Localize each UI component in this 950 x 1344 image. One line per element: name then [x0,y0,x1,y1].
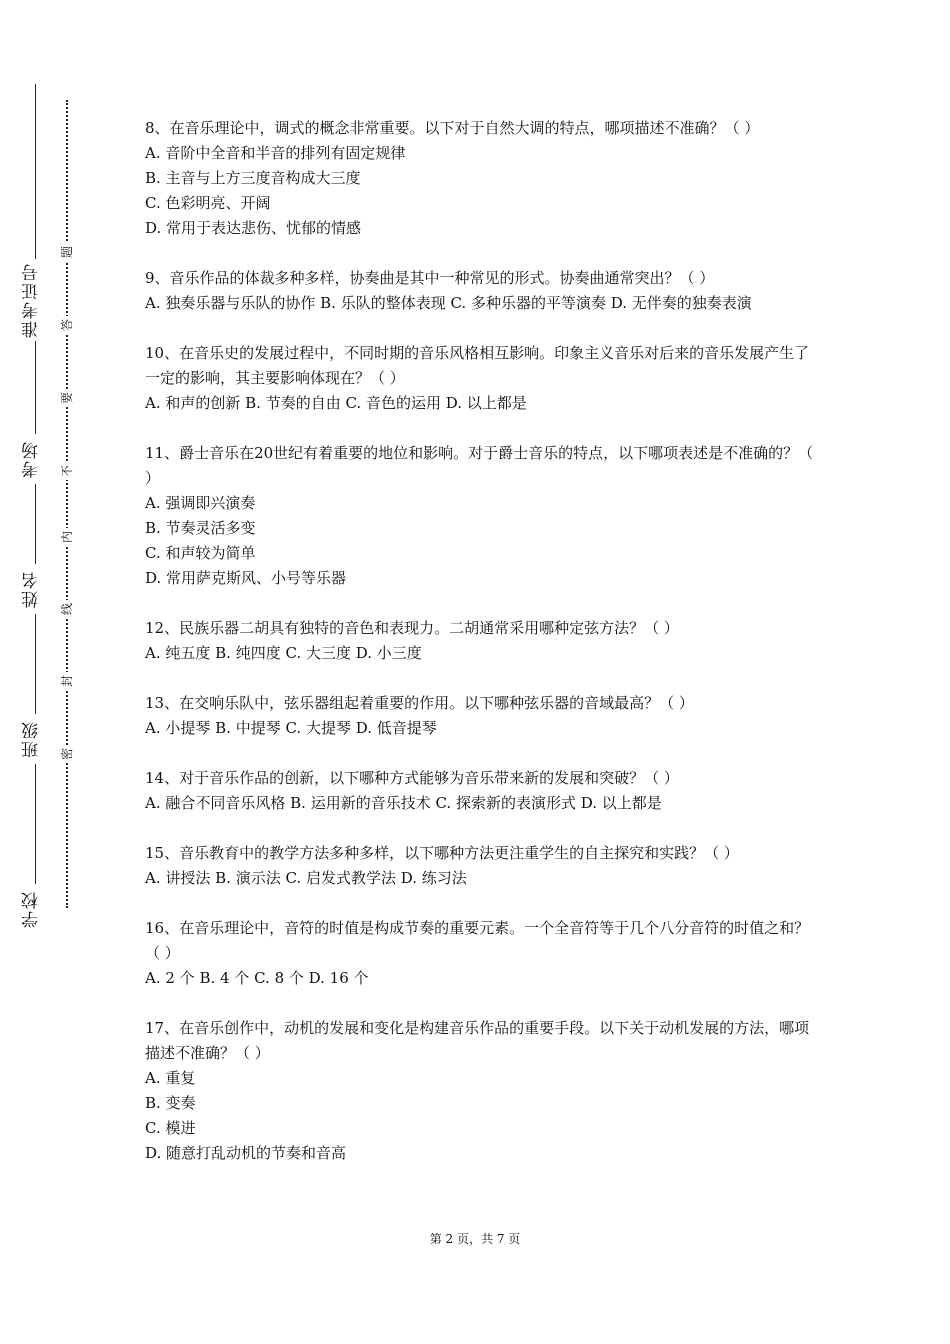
seal-char: 内 [58,528,76,546]
question-stem: 13、在交响乐队中，弦乐器组起着重要的作用。以下哪种弦乐器的音域最高？（ ） [145,694,694,712]
option: C. 色彩明亮、开阔 [145,194,271,212]
binding-line [35,341,36,434]
option: D. 随意打乱动机的节奏和音高 [145,1144,347,1162]
option: A. 和声的创新 B. 节奏的自由 C. 音色的运用 D. 以上都是 [145,394,527,412]
question-10 [145,341,817,416]
question-14 [145,766,817,816]
question-9 [145,266,817,316]
question-stem: 9、音乐作品的体裁多种多样，协奏曲是其中一种常见的形式。协奏曲通常突出？（ ） [145,269,715,287]
question-stem: 15、音乐教育中的教学方法多种多样，以下哪种方法更注重学生的自主探究和实践？（ ） [145,844,739,862]
option: D. 常用于表达悲伤、忧郁的情感 [145,219,362,237]
seal-char: 线 [58,600,76,618]
option: A. 重复 [145,1069,196,1087]
question-12 [145,616,817,666]
binding-line [35,484,36,564]
question-stem: 12、民族乐器二胡具有独特的音色和表现力。二胡通常采用哪种定弦方法？（ ） [145,619,679,637]
question-8 [145,116,817,241]
question-stem: 8、在音乐理论中，调式的概念非常重要。以下对于自然大调的特点，哪项描述不准确？（ ） [145,119,760,137]
question-stem: 17、在音乐创作中，动机的发展和变化是构建音乐作品的重要手段。以下关于动机发展的方法，哪项描述不准确？（ ） [145,1019,810,1062]
seal-char: 要 [58,389,76,407]
label-class: 班级 [22,720,42,758]
option: B. 变奏 [145,1094,196,1112]
option: C. 模进 [145,1119,196,1137]
option: A. 讲授法 B. 演示法 C. 启发式教学法 D. 练习法 [145,869,467,887]
option: A. 独奏乐器与乐队的协作 B. 乐队的整体表现 C. 多种乐器的平等演奏 D. 无伴奏的独奏表演 [145,294,752,312]
label-name: 姓名 [22,570,42,608]
option: A. 强调即兴演奏 [145,494,256,512]
question-13 [145,691,817,741]
question-11 [145,441,817,591]
question-stem: 16、在音乐理论中，音符的时值是构成节奏的重要元素。一个全音符等于几个八分音符的时值之和？（ ） [145,919,810,962]
question-stem: 10、在音乐史的发展过程中，不同时期的音乐风格相互影响。印象主义音乐对后来的音乐发展产生了一定的影响，其主要影响体现在？（ ） [145,344,810,387]
option: A. 融合不同音乐风格 B. 运用新的音乐技术 C. 探索新的表演形式 D. 以上都是 [145,794,662,812]
seal-char: 封 [58,672,76,690]
question-stem: 11、爵士音乐在20世纪有着重要的地位和影响。对于爵士音乐的特点，以下哪项表述是不准确的？（ ） [145,444,814,487]
binding-line [35,764,36,884]
seal-char: 答 [58,316,76,334]
question-list [145,116,817,1191]
question-15 [145,841,817,891]
seal-char: 题 [58,243,76,261]
option: A. 2 个 B. 4 个 C. 8 个 D. 16 个 [145,969,369,987]
label-exam-room: 考场 [22,440,42,478]
question-16 [145,916,817,991]
option: A. 纯五度 B. 纯四度 C. 大三度 D. 小三度 [145,644,422,662]
page-number: 第 2 页，共 7 页 [429,1232,521,1246]
seal-char: 不 [58,462,76,480]
binding-line [35,614,36,714]
option: A. 小提琴 B. 中提琴 C. 大提琴 D. 低音提琴 [145,719,437,737]
seal-dotted-line [66,100,68,908]
binding-line [35,84,36,259]
option: B. 节奏灵活多变 [145,519,256,537]
binding-margin [0,0,110,1344]
seal-char: 密 [58,745,76,763]
option: A. 音阶中全音和半音的排列有固定规律 [145,144,406,162]
question-stem: 14、对于音乐作品的创新，以下哪种方式能够为音乐带来新的发展和突破？（ ） [145,769,679,787]
option: B. 主音与上方三度音构成大三度 [145,169,361,187]
option: D. 常用萨克斯风、小号等乐器 [145,569,347,587]
question-17 [145,1016,817,1166]
label-school: 学校 [22,890,42,928]
label-exam-id: 准考证号 [22,262,42,338]
option: C. 和声较为简单 [145,544,256,562]
